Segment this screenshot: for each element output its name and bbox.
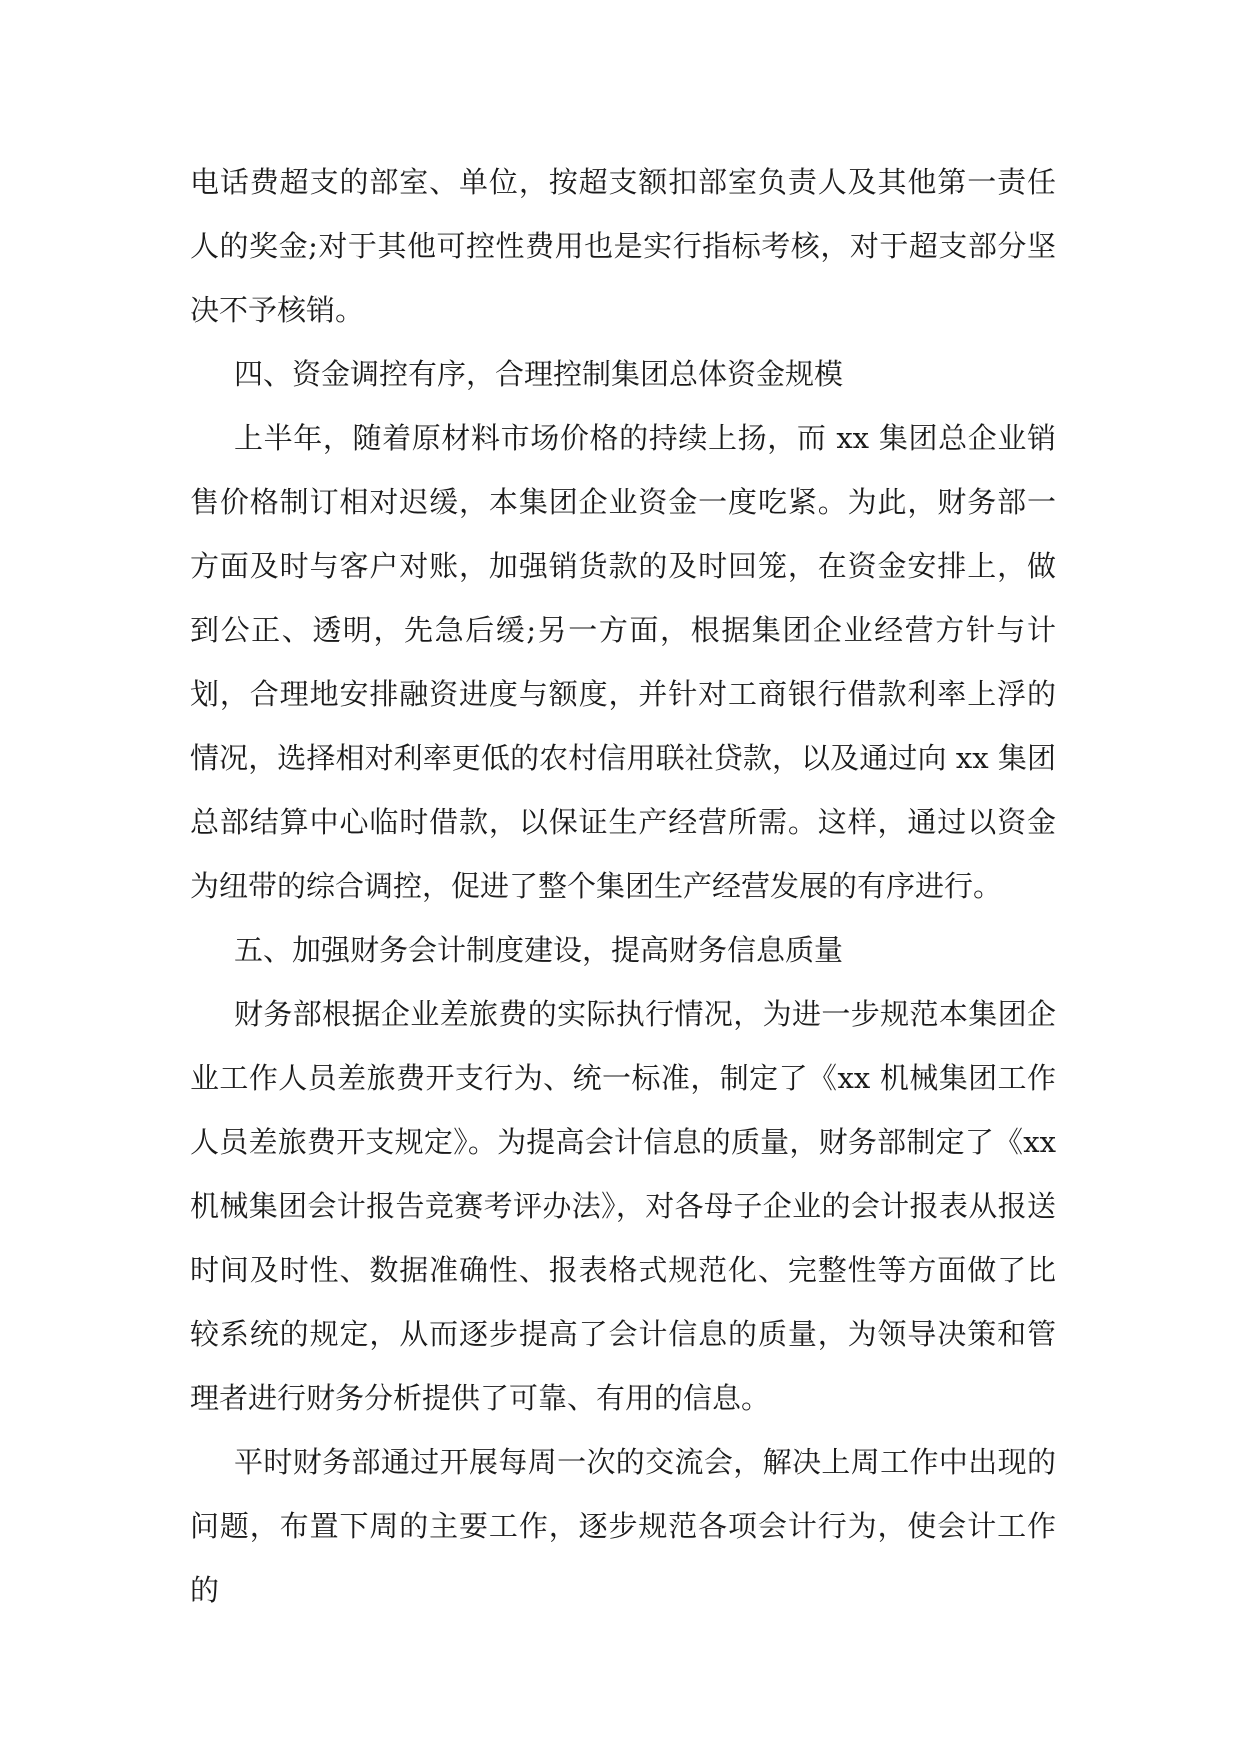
paragraph-phone-fee-control: 电话费超支的部室、单位，按超支额扣部室负责人及其他第一责任人的奖金;对于其他可控性费用也是实行指标考核，对于超支部分坚决不予核销。 (190, 165, 1056, 327)
paragraph-accounting-system: 财务部根据企业差旅费的实际执行情况，为进一步规范本集团企业工作人员差旅费开支行为、统一标准，制定了《xx 机械集团工作人员差旅费开支规定》。为提高会计信息的质量，财务部制定了《xx 机械集团会计报告竞赛考评办法》，对各母子企业的会计报表从报送时间及时性、数据准确性、报表格式规范化、完整性等方面做了比较系统的规定，从而逐步提高了会计信息的质量，为领导决策和管理者进行财务分析提供了可靠、有用的信息。 (190, 997, 1056, 1415)
section-heading-accounting-system: 五、加强财务会计制度建设，提高财务信息质量 (234, 933, 844, 967)
paragraph-fund-control: 上半年，随着原材料市场价格的持续上扬，而 xx 集团总企业销售价格制订相对迟缓，本集团企业资金一度吃紧。为此，财务部一方面及时与客户对账，加强销货款的及时回笼，在资金安排上，做到公正、透明，先急后缓;另一方面，根据集团企业经营方针与计划，合理地安排融资进度与额度，并针对工商银行借款利率上浮的情况，选择相对利率更低的农村信用联社贷款，以及通过向 xx 集团总部结算中心临时借款，以保证生产经营所需。这样，通过以资金为纽带的综合调控，促进了整个集团生产经营发展的有序进行。 (190, 421, 1056, 903)
paragraph-weekly-meeting: 平时财务部通过开展每周一次的交流会，解决上周工作中出现的问题，布置下周的主要工作，逐步规范各项会计行为，使会计工作的 (190, 1445, 1056, 1607)
document-body (190, 150, 1056, 1622)
section-heading-fund-control: 四、资金调控有序，合理控制集团总体资金规模 (234, 357, 844, 391)
